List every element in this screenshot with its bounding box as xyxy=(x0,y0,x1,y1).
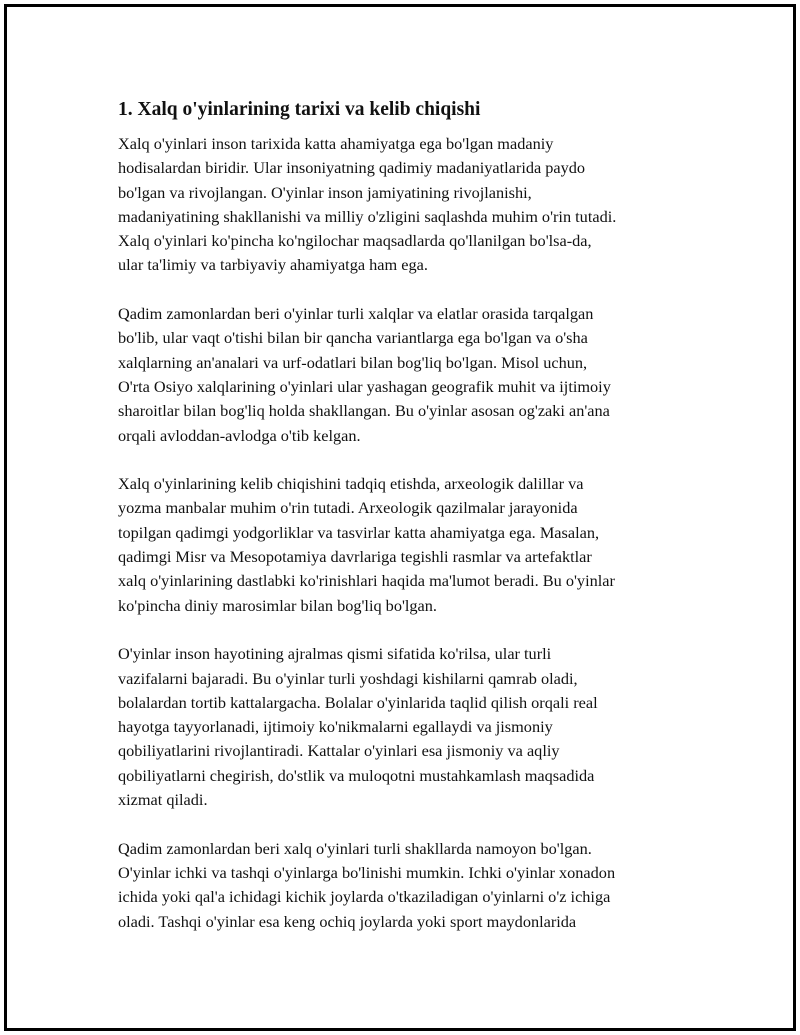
text-line: Xalq o'yinlari ko'pincha ko'ngilochar maqsadlarda qo'llanilgan bo'lsa-da, xyxy=(118,231,592,251)
text-line: madaniyatining shakllanishi va milliy o'zligini saqlashda muhim o'rin tutadi. xyxy=(118,206,617,226)
text-line: O'rta Osiyo xalqlarining o'yinlari ular yashagan geografik muhit va ijtimoiy xyxy=(118,376,611,396)
text-line: hodisalardan biridir. Ular insoniyatning qadimiy madaniyatlarida paydo xyxy=(118,158,586,178)
text-line: sharoitlar bilan bog'liq holda shakllangan. Bu o'yinlar asosan og'zaki an'ana xyxy=(118,401,610,421)
text-line: vazifalarni bajaradi. Bu o'yinlar turli yoshdagi kishilarni qamrab oladi, xyxy=(118,668,578,688)
text-line: oladi. Tashqi o'yinlar esa keng ochiq joylarda yoki sport maydonlarida xyxy=(118,911,577,931)
paragraph xyxy=(118,642,698,812)
page-frame xyxy=(4,4,796,1031)
paragraph xyxy=(118,302,698,448)
text-line: Xalq o'yinlarining kelib chiqishini tadqiq etishda, arxeologik dalillar va xyxy=(118,474,584,494)
text-line: bo'lib, ular vaqt o'tishi bilan bir qancha variantlarga ega bo'lgan va o'sha xyxy=(118,328,588,348)
section-heading: 1. Xalq o'yinlarining tarixi va kelib chiqishi xyxy=(118,99,481,120)
text-line: xizmat qiladi. xyxy=(118,790,208,810)
text-line: bolalardan tortib kattalargacha. Bolalar o'yinlarida taqlid qilish orqali real xyxy=(118,692,598,712)
text-line: topilgan qadimgi yodgorliklar va tasvirlar katta ahamiyatga ega. Masalan, xyxy=(118,522,600,542)
text-line: orqali avloddan-avlodga o'tib kelgan. xyxy=(118,425,361,445)
text-line: O'yinlar inson hayotining ajralmas qismi sifatida ko'rilsa, ular turli xyxy=(118,644,552,664)
text-line: Qadim zamonlardan beri o'yinlar turli xalqlar va elatlar orasida tarqalgan xyxy=(118,304,594,324)
text-line: ko'pincha diniy marosimlar bilan bog'liq bo'lgan. xyxy=(118,595,437,615)
text-line: ichida yoki qal'a ichidagi kichik joylarda o'tkaziladigan o'yinlarni o'z ichiga xyxy=(118,887,611,907)
paragraph xyxy=(118,132,698,278)
text-line: O'yinlar ichki va tashqi o'yinlarga bo'linishi mumkin. Ichki o'yinlar xonadon xyxy=(118,862,616,882)
text-line: qobiliyatlarni chegirish, do'stlik va muloqotni mustahkamlash maqsadida xyxy=(118,765,595,785)
paragraph xyxy=(118,837,698,934)
document-body xyxy=(118,97,698,958)
paragraph xyxy=(118,472,698,618)
text-line: qobiliyatlarini rivojlantiradi. Kattalar o'yinlari esa jismoniy va aqliy xyxy=(118,741,560,761)
paragraph-list xyxy=(118,132,698,934)
text-line: Xalq o'yinlari inson tarixida katta ahamiyatga ega bo'lgan madaniy xyxy=(118,134,554,153)
text-line: ular ta'limiy va tarbiyaviy ahamiyatga ham ega. xyxy=(118,255,428,275)
text-line: xalqlarning an'analari va urf-odatlari bilan bog'liq bo'lgan. Misol uchun, xyxy=(118,352,588,372)
text-line: bo'lgan va rivojlangan. O'yinlar inson jamiyatining rivojlanishi, xyxy=(118,182,532,202)
text-line: Qadim zamonlardan beri xalq o'yinlari turli shakllarda namoyon bo'lgan. xyxy=(118,838,592,858)
text-line: hayotga tayyorlanadi, ijtimoiy ko'nikmalarni egallaydi va jismoniy xyxy=(118,717,553,737)
text-line: yozma manbalar muhim o'rin tutadi. Arxeologik qazilmalar jarayonida xyxy=(118,498,578,518)
text-line: qadimgi Misr va Mesopotamiya davrlariga tegishli rasmlar va artefaktlar xyxy=(118,547,592,567)
text-line: xalq o'yinlarining dastlabki ko'rinishlari haqida ma'lumot beradi. Bu o'yinlar xyxy=(118,571,615,591)
